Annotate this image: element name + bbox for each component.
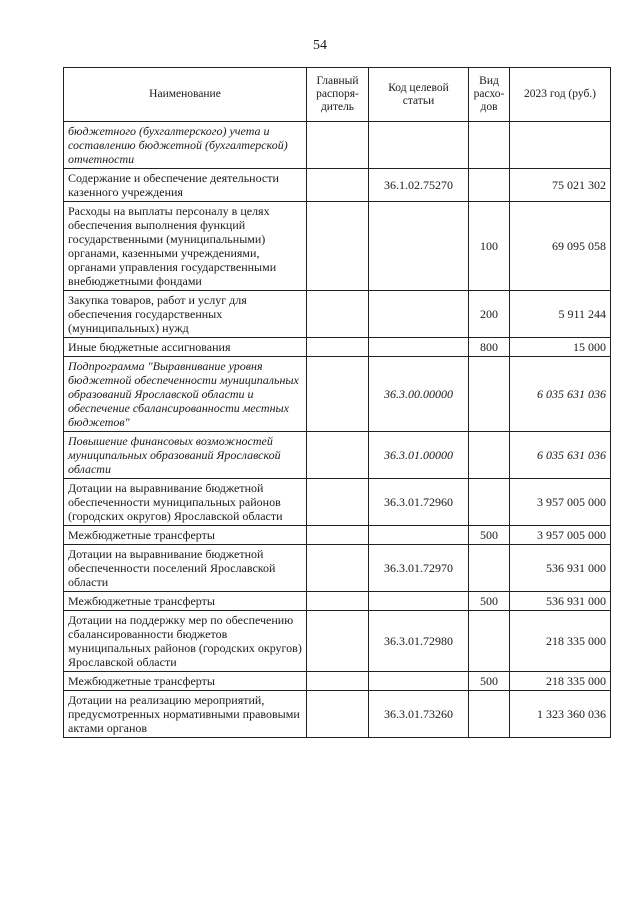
cell-code	[369, 338, 469, 357]
cell-amount: 536 931 000	[510, 592, 611, 611]
cell-kind: 800	[469, 338, 510, 357]
cell-admin	[307, 122, 369, 169]
header-admin: Главный распоря-дитель	[307, 68, 369, 122]
cell-admin	[307, 357, 369, 432]
cell-admin	[307, 202, 369, 291]
header-name: Наименование	[64, 68, 307, 122]
cell-admin	[307, 611, 369, 672]
cell-kind: 100	[469, 202, 510, 291]
cell-amount: 3 957 005 000	[510, 526, 611, 545]
cell-admin	[307, 338, 369, 357]
cell-kind	[469, 545, 510, 592]
cell-code	[369, 526, 469, 545]
cell-admin	[307, 691, 369, 738]
cell-amount: 218 335 000	[510, 611, 611, 672]
header-kind: Вид расхо-дов	[469, 68, 510, 122]
cell-amount: 6 035 631 036	[510, 357, 611, 432]
table-row	[64, 526, 611, 545]
table-row	[64, 357, 611, 432]
cell-name: Иные бюджетные ассигнования	[64, 338, 307, 357]
cell-code: 36.3.00.00000	[369, 357, 469, 432]
table-row	[64, 691, 611, 738]
cell-amount: 3 957 005 000	[510, 479, 611, 526]
cell-code: 36.3.01.00000	[369, 432, 469, 479]
cell-code: 36.3.01.72960	[369, 479, 469, 526]
table-row	[64, 122, 611, 169]
cell-amount: 15 000	[510, 338, 611, 357]
table-header-row	[64, 68, 611, 122]
cell-kind	[469, 479, 510, 526]
cell-kind	[469, 357, 510, 432]
cell-amount: 218 335 000	[510, 672, 611, 691]
cell-admin	[307, 526, 369, 545]
table-row	[64, 202, 611, 291]
cell-amount: 1 323 360 036	[510, 691, 611, 738]
cell-kind	[469, 122, 510, 169]
cell-code	[369, 202, 469, 291]
cell-code	[369, 672, 469, 691]
cell-kind	[469, 691, 510, 738]
cell-admin	[307, 291, 369, 338]
cell-code: 36.3.01.72970	[369, 545, 469, 592]
cell-admin	[307, 672, 369, 691]
cell-amount	[510, 122, 611, 169]
table-row	[64, 592, 611, 611]
cell-admin	[307, 545, 369, 592]
cell-kind: 200	[469, 291, 510, 338]
cell-admin	[307, 592, 369, 611]
cell-name: Закупка товаров, работ и услуг для обеспечения государственных (муниципальных) нужд	[64, 291, 307, 338]
cell-kind: 500	[469, 672, 510, 691]
header-code: Код целевой статьи	[369, 68, 469, 122]
cell-name: Межбюджетные трансферты	[64, 592, 307, 611]
cell-name: Межбюджетные трансферты	[64, 526, 307, 545]
cell-name: Дотации на выравнивание бюджетной обеспеченности муниципальных районов (городских округов) Ярославской области	[64, 479, 307, 526]
table-row	[64, 338, 611, 357]
budget-table	[63, 67, 611, 738]
cell-kind	[469, 169, 510, 202]
cell-code	[369, 122, 469, 169]
cell-name: Дотации на реализацию мероприятий, предусмотренных нормативными правовыми актами органов	[64, 691, 307, 738]
page-number: 54	[313, 38, 327, 53]
table-row	[64, 545, 611, 592]
cell-name: Содержание и обеспечение деятельности казенного учреждения	[64, 169, 307, 202]
cell-name: Повышение финансовых возможностей муниципальных образований Ярославской области	[64, 432, 307, 479]
cell-kind: 500	[469, 592, 510, 611]
cell-amount: 75 021 302	[510, 169, 611, 202]
table-row	[64, 432, 611, 479]
cell-name: Расходы на выплаты персоналу в целях обеспечения выполнения функций государственными (муниципальными) органами, казенными учреждениями, органами управления государственными внебюджетными фондами	[64, 202, 307, 291]
cell-name: Подпрограмма "Выравнивание уровня бюджетной обеспеченности муниципальных образований Ярославской области и обеспечение сбалансированности местных бюджетов"	[64, 357, 307, 432]
cell-kind: 500	[469, 526, 510, 545]
cell-amount: 5 911 244	[510, 291, 611, 338]
cell-code	[369, 291, 469, 338]
cell-admin	[307, 432, 369, 479]
cell-amount: 69 095 058	[510, 202, 611, 291]
header-amount: 2023 год (руб.)	[510, 68, 611, 122]
cell-kind	[469, 611, 510, 672]
cell-admin	[307, 169, 369, 202]
table-row	[64, 672, 611, 691]
cell-amount: 536 931 000	[510, 545, 611, 592]
cell-code: 36.3.01.73260	[369, 691, 469, 738]
table-row	[64, 611, 611, 672]
cell-code: 36.1.02.75270	[369, 169, 469, 202]
cell-name: Межбюджетные трансферты	[64, 672, 307, 691]
cell-amount: 6 035 631 036	[510, 432, 611, 479]
table-row	[64, 291, 611, 338]
cell-code	[369, 592, 469, 611]
cell-name: бюджетного (бухгалтерского) учета и составлению бюджетной (бухгалтерской) отчетности	[64, 122, 307, 169]
cell-kind	[469, 432, 510, 479]
table-row	[64, 479, 611, 526]
table-row	[64, 169, 611, 202]
cell-name: Дотации на выравнивание бюджетной обеспеченности поселений Ярославской области	[64, 545, 307, 592]
cell-admin	[307, 479, 369, 526]
cell-name: Дотации на поддержку мер по обеспечению сбалансированности бюджетов муниципальных районов (городских округов) Ярославской области	[64, 611, 307, 672]
cell-code: 36.3.01.72980	[369, 611, 469, 672]
